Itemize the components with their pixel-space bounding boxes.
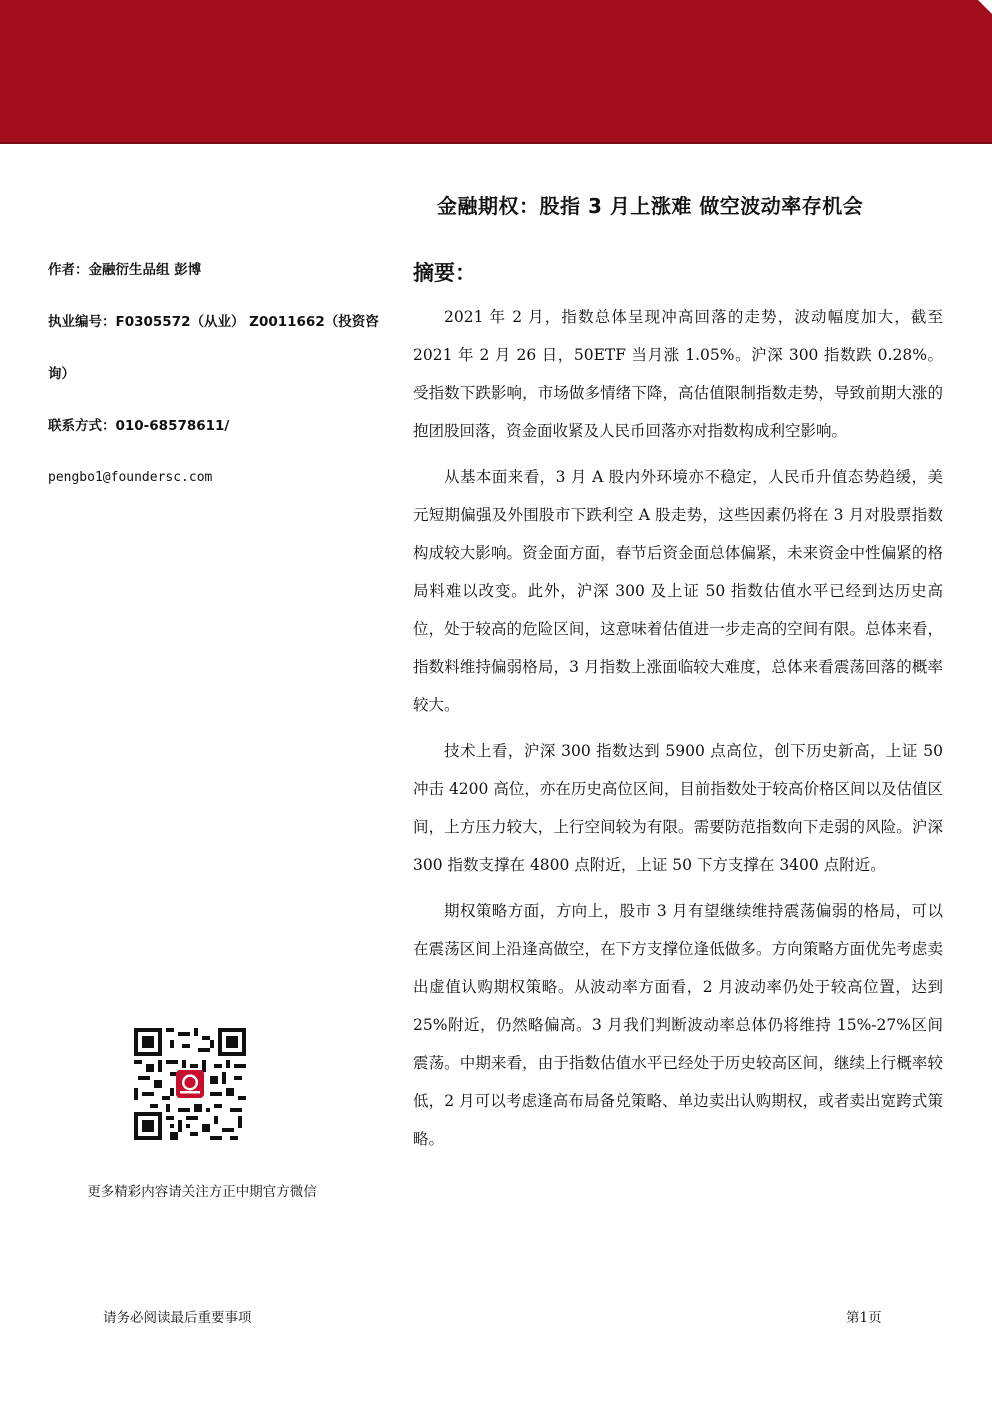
author-email[interactable]: pengbo1@foundersc.com xyxy=(48,470,213,485)
document-title: 金融期权：股指 3 月上涨难 做空波动率存机会 xyxy=(437,194,864,218)
contact-line: 联系方式：010-68578611/ xyxy=(48,418,230,434)
page-corner-fold xyxy=(978,0,992,14)
abstract-body xyxy=(413,298,943,1166)
abstract-paragraph: 期权策略方面，方向上，股市 3 月有望继续维持震荡偏弱的格局，可以在震荡区间上沿逢高做空，在下方支撑位逢低做多。方向策略方面优先考虑卖出虚值认购期权策略。从波动率方面看，2 月波动率仍处于较高位置，达到 25%附近，仍然略偏高。3 月我们判断波动率总体仍将维持 15%-27%区间震荡。中期来看，由于指数估值水平已经处于历史较高区间，继续上行概率较低，2 月可以考虑逢高布局备兑策略、单边卖出认购期权，或者卖出宽跨式策略。 xyxy=(413,902,943,1148)
license-line-continued: 询） xyxy=(48,366,75,382)
footer-notice: 请务必阅读最后重要事项 xyxy=(103,1310,252,1326)
qr-finder-top-right xyxy=(218,1028,246,1056)
wechat-qr-code xyxy=(134,1028,246,1140)
qr-center-logo xyxy=(176,1070,204,1098)
author-line: 作者：金融衍生品组 彭博 xyxy=(48,262,202,278)
page-number: 第1页 xyxy=(846,1310,882,1326)
abstract-paragraph: 从基本面来看，3 月 A 股内外环境亦不稳定，人民币升值态势趋缓，美元短期偏强及外围股市下跌利空 A 股走势，这些因素仍将在 3 月对股票指数构成较大影响。资金面方面，春节后资金面总体偏紧，未来资金中性偏紧的格局料难以改变。此外，沪深 300 及上证 50 指数估值水平已经到达历史高位，处于较高的危险区间，这意味着估值进一步走高的空间有限。总体来看，指数料维持偏弱格局，3 月指数上涨面临较大难度，总体来看震荡回落的概率较大。 xyxy=(413,468,943,714)
qr-caption: 更多精彩内容请关注方正中期官方微信 xyxy=(87,1184,317,1200)
abstract-heading: 摘要： xyxy=(413,261,476,285)
qr-finder-top-left xyxy=(134,1028,162,1056)
header-divider xyxy=(0,142,992,144)
author-info xyxy=(48,244,378,504)
header-banner xyxy=(0,0,992,142)
abstract-paragraph: 技术上看，沪深 300 指数达到 5900 点高位，创下历史新高，上证 50 冲击 4200 高位，亦在历史高位区间，目前指数处于较高价格区间以及估值区间，上方压力较大，上行空间较为有限。需要防范指数向下走弱的风险。沪深 300 指数支撑在 4800 点附近，上证 50 下方支撑在 3400 点附近。 xyxy=(413,742,943,874)
qr-finder-bottom-left xyxy=(134,1112,162,1140)
license-line: 执业编号：F0305572（从业） Z0011662（投资咨 xyxy=(48,314,379,330)
abstract-paragraph: 2021 年 2 月，指数总体呈现冲高回落的走势，波动幅度加大，截至 2021 年 2 月 26 日，50ETF 当月涨 1.05%。沪深 300 指数跌 0.28%。受指数下跌影响，市场做多情绪下降，高估值限制指数走势，导致前期大涨的抱团股回落，资金面收紧及人民币回落亦对指数构成利空影响。 xyxy=(413,308,943,440)
